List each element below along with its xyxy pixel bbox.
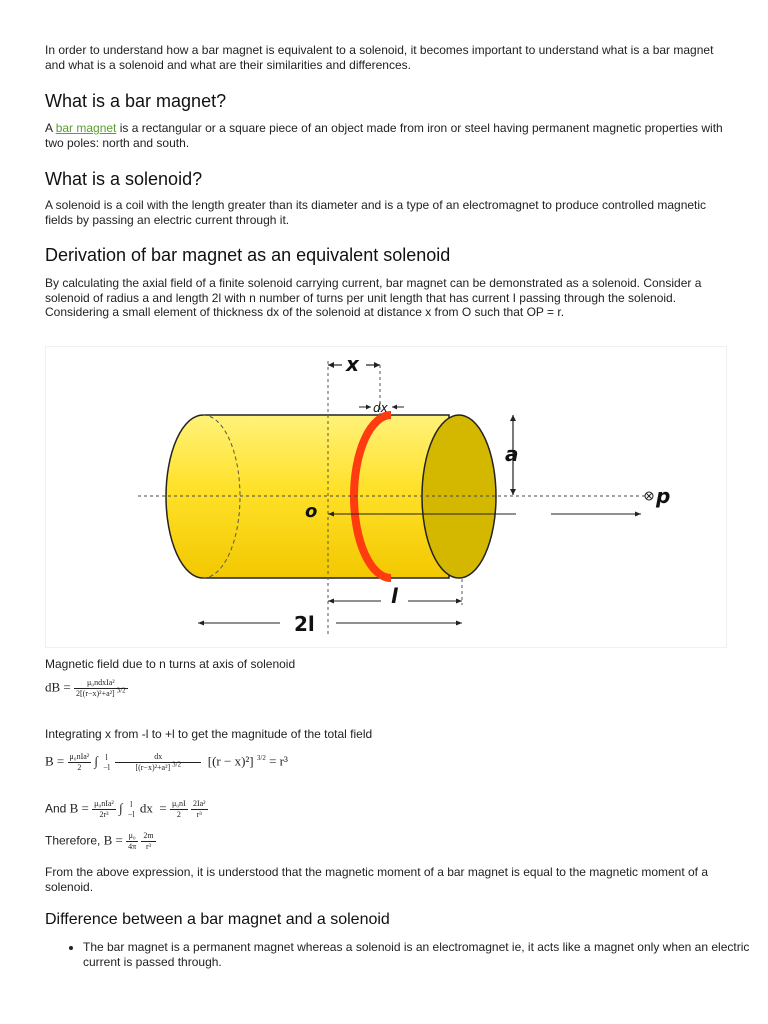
equation-db-numerator: μ₀ndxIa² [86,678,115,687]
equation-b-final [45,831,156,852]
derivation-paragraph: By calculating the axial field of a finite solenoid carrying current, bar magnet can be demonstrated as a solenoid. Consider a solenoid of radius a and length 2l with n number of turns per unit length that has current I passing through the solenoid. Considering a small element of thickness dx of the solenoid at distance x from O such that OP = r. [45,276,702,319]
equation-b3-fraction-2 [141,831,155,852]
equation-db-lhs: dB = [45,679,71,695]
a-arrowhead-bottom [510,489,516,495]
equation-db-denominator [74,688,128,699]
label-2l: 2l [294,612,315,636]
equation-b3-lhs: B = [103,832,123,848]
equation-b3-f2-den: r³ [141,841,155,852]
equation-b3-f1-den: 4π [128,842,137,851]
two-l-arrowhead-left [198,621,204,626]
equation-b2-f2-den: r³ [191,809,208,820]
equation-b2-equals: = [159,800,167,816]
difference-list [45,940,763,969]
equation-b-lower-limit: −l [103,762,111,772]
derivation-heading: Derivation of bar magnet as an equivalent solenoid [45,245,451,265]
dx-arrowhead-left [366,405,371,410]
bar-magnet-lead: A [45,121,56,135]
equation-b2-coef-den: 2r³ [92,809,116,820]
label-p: p [656,484,671,508]
equation-b2-coef-num: μ₀nIa² [94,799,114,808]
equation-b2-f1-num: μ₀nI [171,799,186,808]
bar-magnet-heading: What is a bar magnet? [45,91,227,111]
bar-magnet-paragraph [45,121,725,150]
equation-b-limits [101,753,112,773]
equation-b2-f1-den: 2 [170,809,188,820]
equation-b-condition: [(r − x)²] [207,753,254,769]
equation-b2-integral-sign: ∫ [119,800,123,816]
equation-b2-lhs: B = [69,800,89,816]
equation-b-integrand-den [115,762,201,773]
equation-b2-fraction-1 [170,799,188,820]
l-arrowhead-left [328,599,334,604]
equation-b-integrand-den-exp: 3/2 [172,760,182,769]
equation-b-coefficient [68,752,92,773]
equation-b2-coefficient [92,799,116,820]
equation-b-coef-num: μ₀nIa² [69,752,90,761]
label-o: o [305,501,318,522]
label-x: x [346,352,359,376]
equation-b-lhs: B = [45,753,65,769]
equation-b2-f2-num: 2Ia² [192,799,206,808]
dx-arrowhead-right [392,405,397,410]
difference-heading: Difference between a bar magnet and a solenoid [45,911,390,928]
equation-db-denominator-base: 2[(r−x)²+a²] [76,689,115,698]
equation-b-integrand [115,752,201,773]
equation-b-integrand-num: dx [154,752,163,761]
equation-db-exponent: 3/2 [116,686,126,695]
conclusion-paragraph: From the above expression, it is understood that the magnetic moment of a bar magnet is equal to the magnetic moment of a solenoid. [45,865,709,894]
equation-b3-fraction-1 [126,831,138,852]
solenoid-diagram-svg [46,347,726,647]
label-a: a [505,442,519,466]
equation-db-fraction [74,678,128,699]
l-arrowhead-right [456,599,462,604]
equation-b-integral-sign: ∫ [94,753,99,769]
equation-b-condition-exp: 3/2 [256,754,266,763]
equation-b2-upper-limit: l [130,799,133,809]
equation-b-coef-den: 2 [68,762,92,773]
bar-magnet-link[interactable]: bar magnet [55,121,117,135]
a-arrowhead-top [510,415,516,421]
field-intro-text: Magnetic field due to n turns at axis of solenoid [45,657,296,671]
equation-b3-f1-num: μ₀ [128,831,136,840]
equation-b3-f2-num: 2m [143,831,154,840]
integrate-intro-text: Integrating x from -l to +l to get the magnitude of the total field [45,727,373,741]
x-arrowhead-right [374,362,380,368]
equation-b-condition-rhs: = r³ [269,753,288,769]
bar-magnet-text: is a rectangular or a square piece of an object made from iron or steel having permanent magnetic properties with two poles: north and south. [45,121,723,150]
solenoid-paragraph: A solenoid is a coil with the length greater than its diameter and is a type of an electromagnet to produce controlled magnetic fields by passing an electric current through it. [45,198,707,227]
solenoid-diagram [45,346,727,648]
solenoid-heading: What is a solenoid? [45,169,203,189]
equation-b2-limits [126,800,137,820]
equation-b2-lower-limit: −l [127,809,135,819]
x-arrowhead-left [328,362,334,368]
two-l-arrowhead-right [456,621,462,626]
equation-b-integral [45,752,288,773]
equation-b2-fraction-2 [191,799,208,820]
r-arrowhead-right [635,512,641,517]
equation-b2-dx: dx [139,800,153,816]
label-l: l [391,584,398,608]
label-dx: dx [373,401,388,415]
therefore-label: Therefore, [45,833,101,848]
and-label: And [45,801,67,816]
intro-paragraph: In order to understand how a bar magnet is equivalent to a solenoid, it becomes important to understand what is a bar magnet and what is a solenoid and what are their similarities and differences. [45,43,714,72]
equation-db [45,678,128,699]
equation-b-result [45,799,208,820]
equation-b-upper-limit: l [105,752,108,762]
equation-b-integrand-den-base: [(r−x)²+a²] [135,763,171,772]
list-item: • The bar magnet is a permanent magnet whereas a solenoid is an electromagnet ie, it acts like a magnet only when an electric current is passed through. [83,940,763,969]
